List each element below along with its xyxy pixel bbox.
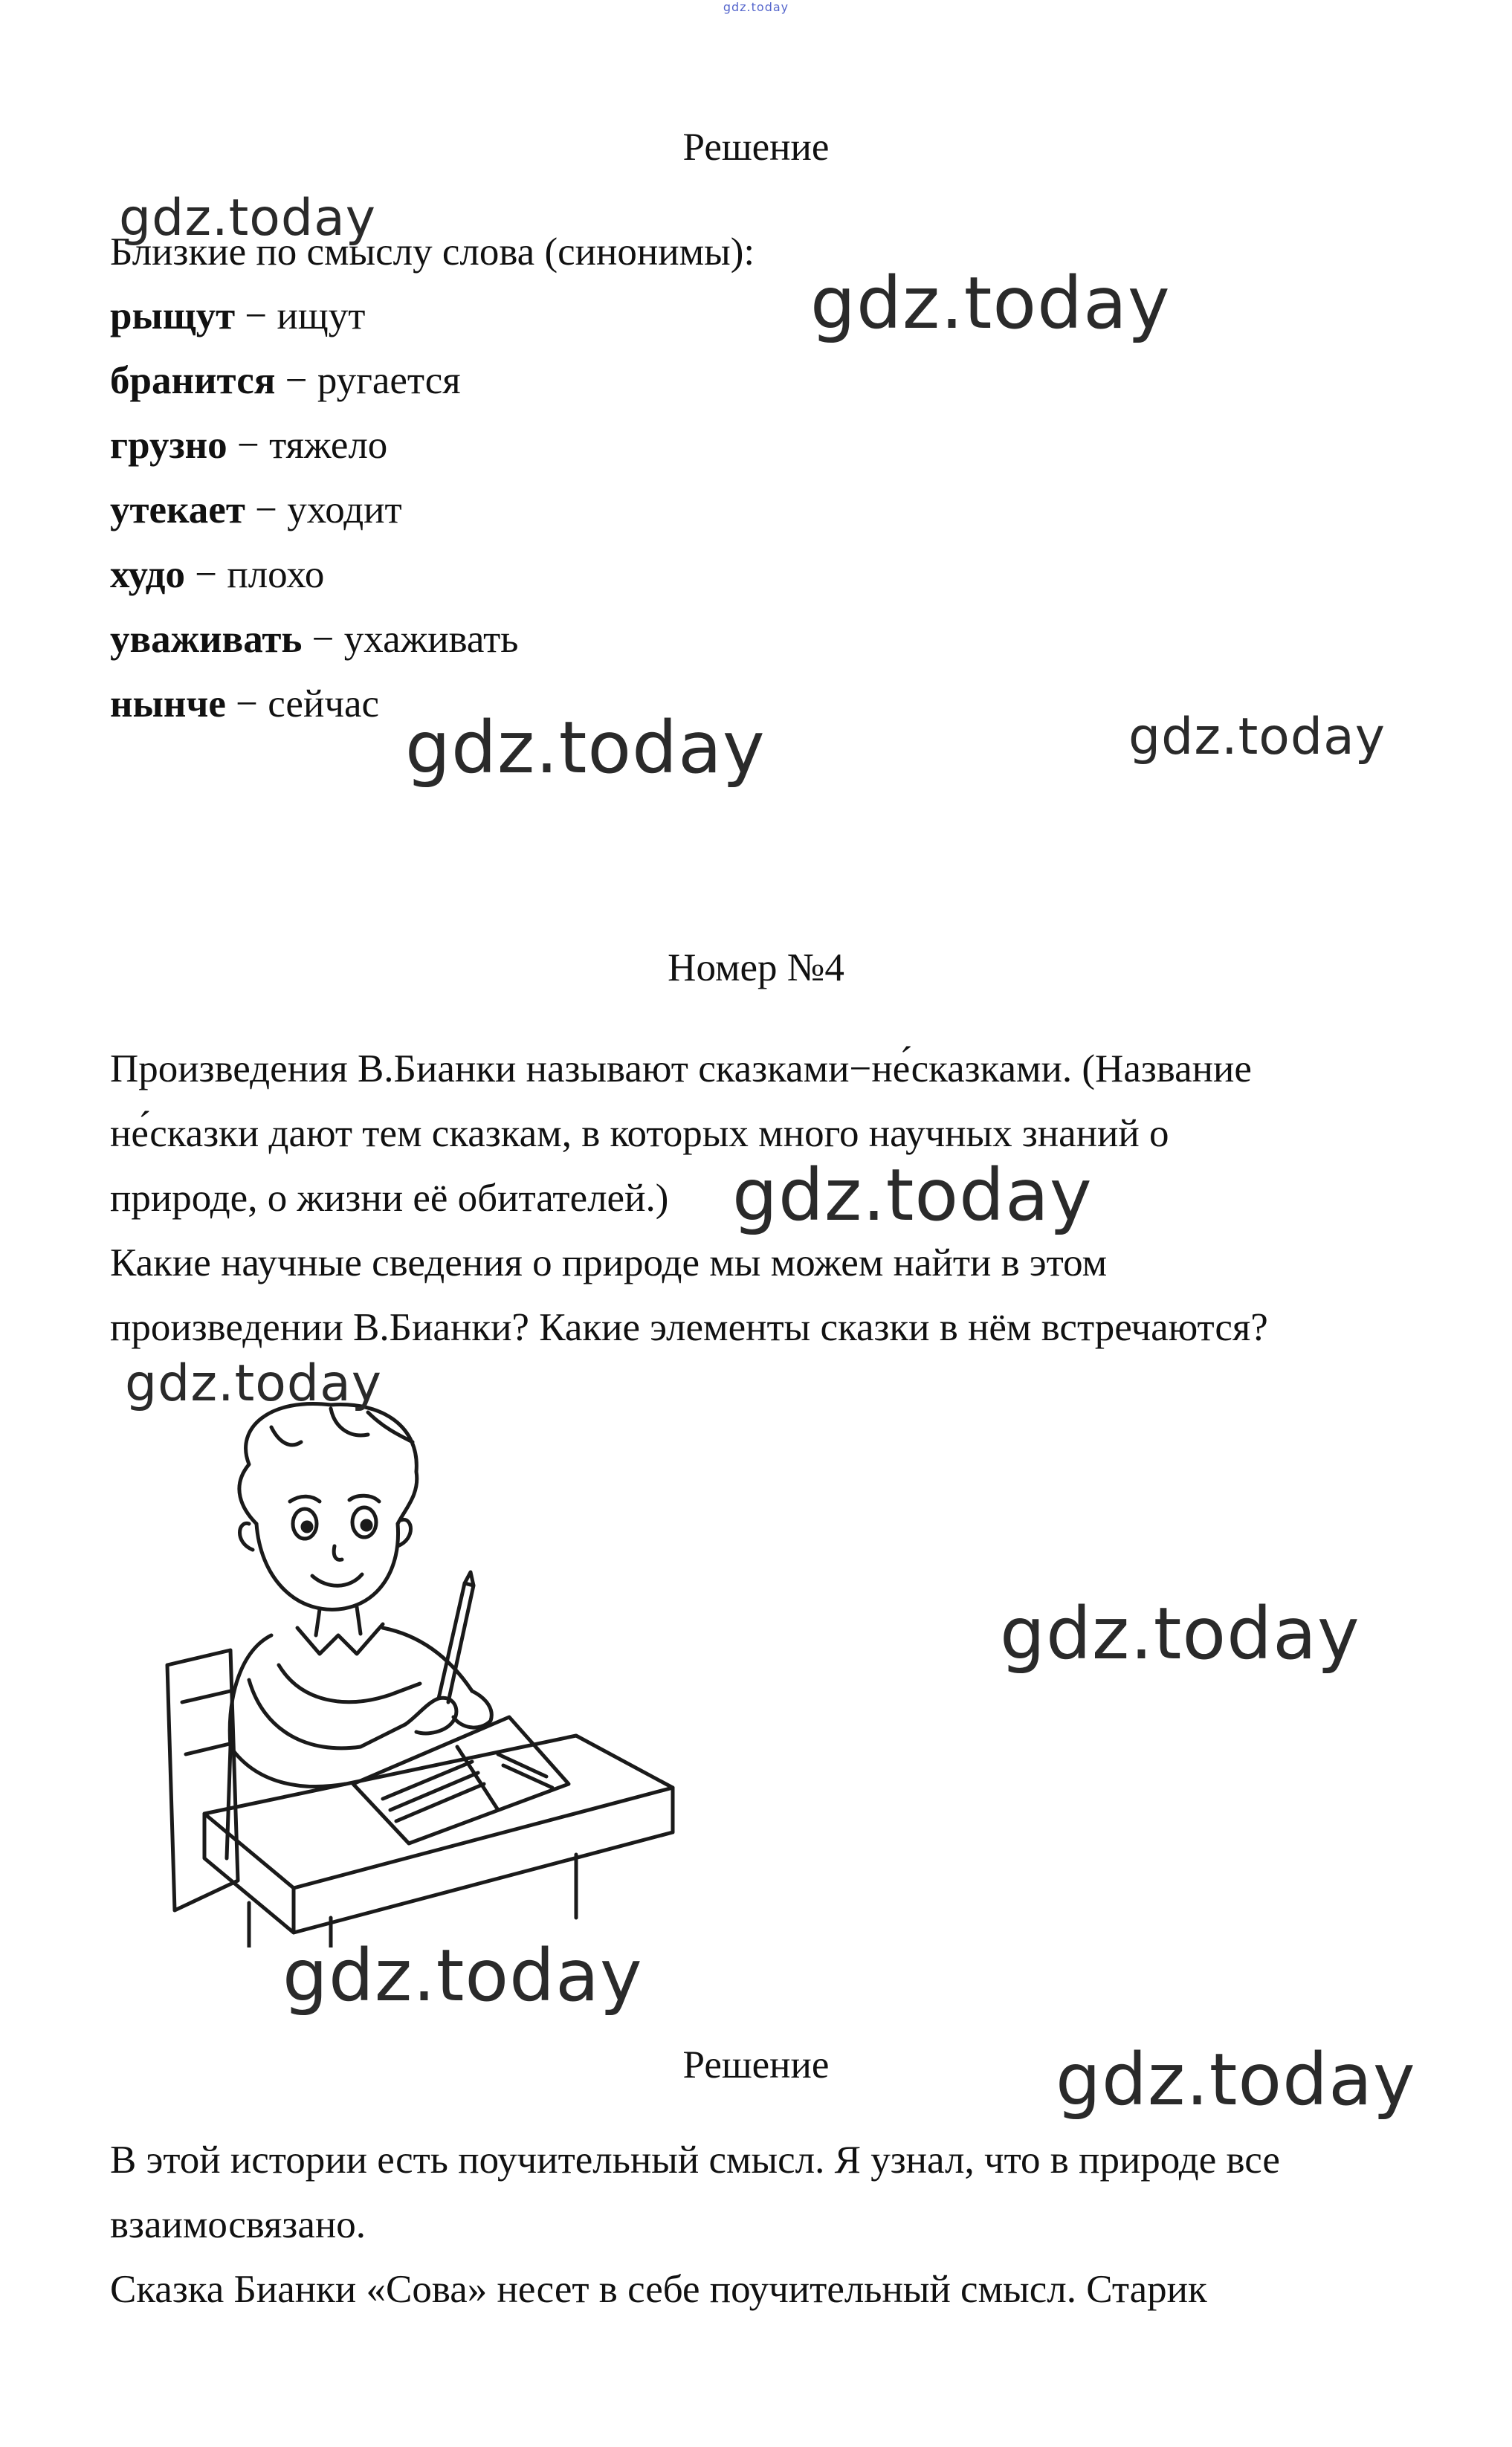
boy-writing-illustration xyxy=(160,1397,680,1947)
synonym-dash: − xyxy=(184,553,227,596)
watermark: gdz.today xyxy=(405,706,766,789)
synonym-dash: − xyxy=(235,294,277,337)
face-icon xyxy=(256,1524,398,1609)
synonym-word: уваживать xyxy=(110,618,303,661)
synonym-dash: − xyxy=(302,618,344,661)
chair-icon xyxy=(167,1650,238,1910)
synonym-word: бранится xyxy=(110,359,276,402)
synonym-row xyxy=(110,681,379,728)
watermark: gdz.today xyxy=(810,262,1171,345)
synonym-meaning: ухаживать xyxy=(343,618,519,661)
synonym-dash: − xyxy=(225,682,268,725)
synonym-dash: − xyxy=(275,359,317,402)
synonym-meaning: плохо xyxy=(227,553,325,596)
watermark: gdz.today xyxy=(282,1934,643,2017)
task-number-heading: Номер №4 xyxy=(668,946,844,989)
synonym-word: нынче xyxy=(110,682,226,725)
synonym-meaning: уходит xyxy=(287,488,402,531)
answer-text-line: Сказка Бианки «Сова» несет в себе поучительный смысл. Старик xyxy=(110,2268,1207,2311)
synonym-meaning: сейчас xyxy=(268,682,380,725)
synonym-row xyxy=(110,616,518,664)
synonym-row xyxy=(110,358,461,405)
watermark: gdz.today xyxy=(125,1354,382,1413)
watermark: gdz.today xyxy=(1128,708,1386,766)
top-watermark: gdz.today xyxy=(723,0,789,14)
synonym-word: утекает xyxy=(110,488,245,531)
synonym-row xyxy=(110,487,402,534)
desk-icon xyxy=(204,1736,673,1888)
synonym-row xyxy=(110,293,365,340)
watermark: gdz.today xyxy=(732,1154,1093,1237)
task-text-line: не́сказки дают тем сказкам, в которых много научных знаний о xyxy=(110,1112,1169,1155)
watermark: gdz.today xyxy=(1056,2038,1416,2121)
synonym-dash: − xyxy=(245,488,288,531)
synonym-row xyxy=(110,552,324,599)
synonyms-intro: Близкие по смыслу слова (синонимы): xyxy=(110,230,755,274)
synonym-meaning: ищут xyxy=(277,294,366,337)
task-text-line: Какие научные сведения о природе мы можем найти в этом xyxy=(110,1241,1108,1284)
synonym-word: рыщут xyxy=(110,294,236,337)
answer-text-line: В этой истории есть поучительный смысл. Я узнал, что в природе все xyxy=(110,2139,1280,2182)
watermark: gdz.today xyxy=(119,189,376,248)
answer-text-line: взаимосвязано. xyxy=(110,2203,366,2246)
task-text-line: природе, о жизни её обитателей.) xyxy=(110,1177,669,1220)
synonym-meaning: тяжело xyxy=(269,424,388,467)
synonym-row xyxy=(110,422,387,470)
solution-heading-1: Решение xyxy=(682,126,830,169)
task-text-line: Произведения В.Бианки называют сказками−не́сказками. (Название xyxy=(110,1047,1252,1090)
synonym-dash: − xyxy=(227,424,270,467)
synonym-meaning: ругается xyxy=(317,359,461,402)
solution-heading-2: Решение xyxy=(682,2043,830,2086)
synonym-word: грузно xyxy=(110,424,227,467)
task-text-line: произведении В.Бианки? Какие элементы сказки в нём встречаются? xyxy=(110,1306,1268,1349)
watermark: gdz.today xyxy=(1000,1592,1360,1675)
synonym-word: худо xyxy=(110,553,185,596)
